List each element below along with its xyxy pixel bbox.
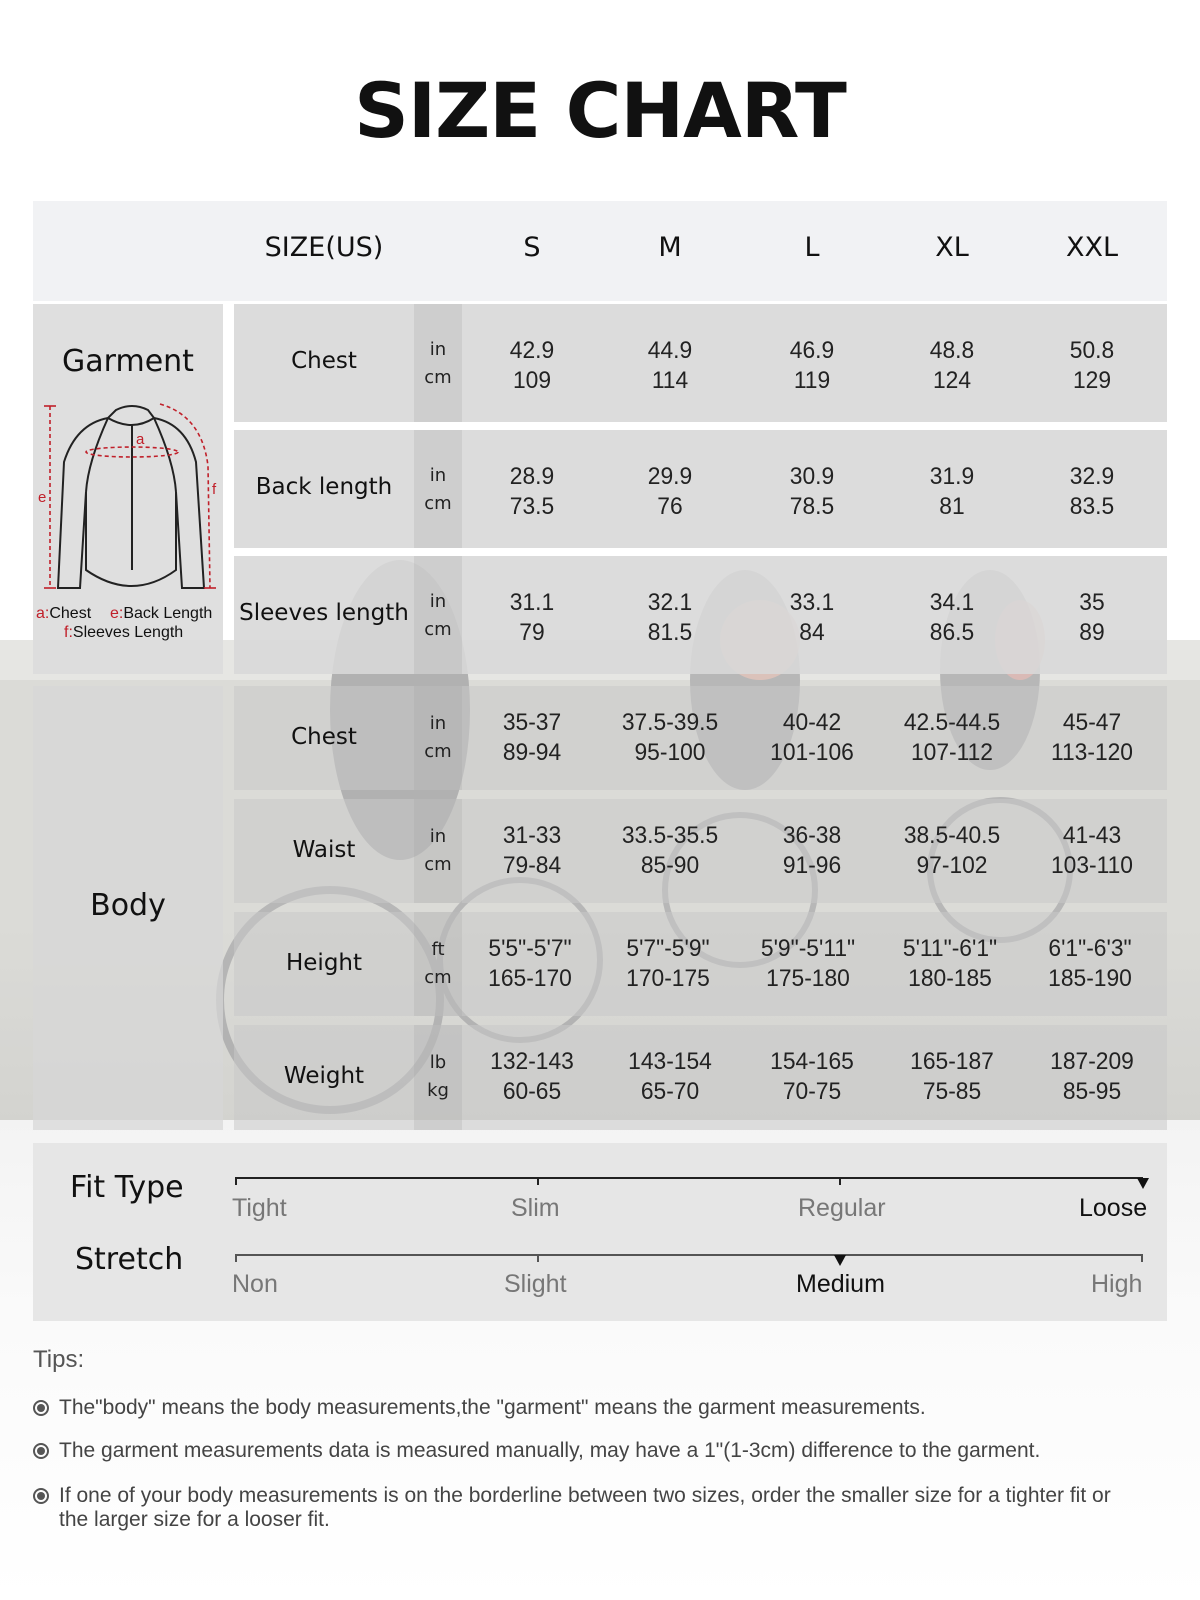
- value-s-secondary: 165-170: [488, 965, 572, 992]
- garment-row-chest: [234, 304, 1167, 422]
- value-s-primary: 5'5"-5'7": [488, 935, 572, 962]
- value-s-secondary: 109: [512, 367, 552, 394]
- value-xxl-secondary: 129: [1072, 367, 1112, 394]
- unit-secondary: kg: [427, 1080, 449, 1101]
- value-s-primary: 132-143: [490, 1048, 574, 1075]
- unit-primary: ft: [431, 939, 445, 960]
- unit-secondary: cm: [424, 967, 452, 988]
- unit-primary: in: [429, 591, 447, 612]
- stretch-label: Stretch: [75, 1242, 184, 1277]
- value-l-primary: 40-42: [782, 709, 842, 736]
- legend-key-e: e:: [110, 605, 124, 622]
- body-row-waist: [234, 799, 1167, 903]
- tip-item: [33, 1439, 1040, 1463]
- stretch-option-high: High: [1091, 1270, 1143, 1298]
- legend-text-chest: Chest: [49, 605, 92, 622]
- body-section-label: Body: [90, 888, 166, 923]
- value-xxl-secondary: 103-110: [1051, 852, 1133, 879]
- body-row-height: [234, 912, 1167, 1016]
- value-xl-secondary: 75-85: [922, 1078, 982, 1105]
- tips-title: Tips:: [33, 1346, 85, 1373]
- value-l-secondary: 84: [799, 619, 825, 646]
- value-xl-secondary: 97-102: [916, 852, 988, 879]
- radio-bullet-icon: [33, 1488, 49, 1504]
- legend-text-back-length: Back Length: [123, 605, 213, 622]
- row-label: Waist: [292, 837, 356, 863]
- unit-secondary: cm: [424, 619, 452, 640]
- value-s-secondary: 73.5: [509, 493, 555, 520]
- fit-option-slim: Slim: [511, 1194, 560, 1222]
- size-header-xxl: XXL: [1065, 232, 1119, 263]
- value-l-primary: 5'9"-5'11": [760, 935, 856, 962]
- value-xxl-primary: 50.8: [1069, 337, 1115, 364]
- fit-tick-slim: [537, 1177, 539, 1185]
- row-label: Height: [285, 950, 363, 976]
- value-l-primary: 30.9: [789, 463, 835, 490]
- size-header-l: L: [804, 232, 820, 263]
- value-xl-secondary: 180-185: [908, 965, 992, 992]
- value-xxl-primary: 41-43: [1062, 822, 1122, 849]
- row-label: Back length: [255, 474, 393, 500]
- value-xxl-secondary: 85-95: [1062, 1078, 1122, 1105]
- stretch-tick-high: [1141, 1254, 1143, 1262]
- value-m-secondary: 95-100: [634, 739, 706, 766]
- value-m-secondary: 65-70: [640, 1078, 700, 1105]
- garment-row-back-length: [234, 430, 1167, 548]
- legend-text-sleeves-length: Sleeves Length: [72, 624, 184, 641]
- unit-primary: in: [429, 826, 447, 847]
- unit-primary: lb: [429, 1052, 447, 1073]
- size-header-s: S: [523, 232, 541, 263]
- fit-type-marker: [1137, 1178, 1149, 1189]
- legend-key-a: a:: [36, 605, 50, 622]
- value-m-primary: 32.1: [647, 589, 693, 616]
- value-m-primary: 37.5-39.5: [621, 709, 719, 736]
- stretch-option-non: Non: [232, 1270, 278, 1298]
- tip-text: If one of your body measurements is on the borderline between two sizes, order the smaller size for a tighter fit or the larger size for a looser fit.: [59, 1484, 1111, 1531]
- value-xl-secondary: 81: [939, 493, 965, 520]
- value-l-primary: 33.1: [789, 589, 835, 616]
- tip-text: The"body" means the body measurements,the "garment" means the garment measurements.: [59, 1396, 926, 1419]
- garment-section-label: Garment: [62, 344, 194, 379]
- value-s-secondary: 79-84: [502, 852, 562, 879]
- row-label: Sleeves length: [239, 600, 409, 626]
- value-s-secondary: 89-94: [502, 739, 562, 766]
- value-xl-primary: 165-187: [910, 1048, 994, 1075]
- value-l-primary: 154-165: [770, 1048, 854, 1075]
- value-m-primary: 5'7"-5'9": [626, 935, 710, 962]
- value-s-secondary: 60-65: [502, 1078, 562, 1105]
- legend-back-length: [110, 605, 212, 623]
- size-header-xl: XL: [935, 232, 969, 263]
- value-l-secondary: 119: [793, 367, 831, 394]
- stretch-marker: [834, 1255, 846, 1266]
- value-l-secondary: 70-75: [782, 1078, 842, 1105]
- legend-key-f: f:: [64, 624, 73, 641]
- unit-secondary: cm: [424, 493, 452, 514]
- value-xl-primary: 42.5-44.5: [903, 709, 1001, 736]
- value-xl-secondary: 124: [932, 367, 972, 394]
- radio-bullet-icon: [33, 1443, 49, 1459]
- value-xl-primary: 48.8: [929, 337, 975, 364]
- value-xxl-primary: 32.9: [1069, 463, 1115, 490]
- unit-primary: in: [429, 713, 447, 734]
- fit-type-scale: [235, 1177, 1143, 1179]
- value-m-secondary: 114: [651, 367, 689, 394]
- unit-secondary: cm: [424, 367, 452, 388]
- value-xl-primary: 34.1: [929, 589, 975, 616]
- value-l-secondary: 91-96: [782, 852, 842, 879]
- value-m-primary: 143-154: [628, 1048, 712, 1075]
- value-xxl-secondary: 89: [1079, 619, 1105, 646]
- fit-type-label: Fit Type: [70, 1170, 184, 1205]
- value-m-secondary: 85-90: [640, 852, 700, 879]
- value-m-primary: 29.9: [647, 463, 693, 490]
- fit-option-regular: Regular: [798, 1194, 886, 1222]
- unit-primary: in: [429, 339, 447, 360]
- value-s-primary: 31.1: [509, 589, 555, 616]
- value-xl-secondary: 107-112: [911, 739, 993, 766]
- garment-row-sleeves-length: [234, 556, 1167, 674]
- row-label: Chest: [291, 348, 357, 374]
- stretch-option-medium: Medium: [796, 1270, 885, 1298]
- fit-option-tight: Tight: [232, 1194, 287, 1222]
- size-us-label: SIZE(US): [264, 232, 384, 263]
- stretch-scale: [235, 1254, 1143, 1256]
- value-xl-primary: 31.9: [929, 463, 975, 490]
- value-xxl-primary: 6'1"-6'3": [1048, 935, 1132, 962]
- value-xl-primary: 5'11"-6'1": [902, 935, 998, 962]
- stretch-option-slight: Slight: [504, 1270, 567, 1298]
- value-s-primary: 28.9: [509, 463, 555, 490]
- tip-item: [33, 1484, 1113, 1532]
- unit-primary: in: [429, 465, 447, 486]
- size-header-m: M: [658, 232, 682, 263]
- legend-sleeves-length: [64, 624, 183, 642]
- fit-option-loose: Loose: [1079, 1194, 1148, 1222]
- fit-tick-regular: [839, 1177, 841, 1185]
- diagram-mark-a: a: [136, 431, 145, 448]
- value-m-primary: 33.5-35.5: [621, 822, 719, 849]
- value-xxl-primary: 45-47: [1062, 709, 1122, 736]
- value-l-secondary: 101-106: [770, 739, 854, 766]
- jersey-diagram-icon: [36, 402, 222, 602]
- fit-stretch-panel: [33, 1143, 1167, 1321]
- row-label: Weight: [283, 1063, 365, 1089]
- diagram-mark-e: e: [38, 489, 47, 506]
- value-m-secondary: 170-175: [626, 965, 710, 992]
- value-l-secondary: 175-180: [766, 965, 850, 992]
- legend-chest: [36, 605, 91, 623]
- tip-item: [33, 1396, 926, 1420]
- value-m-secondary: 81.5: [647, 619, 693, 646]
- value-xl-primary: 38.5-40.5: [903, 822, 1001, 849]
- value-xxl-primary: 187-209: [1050, 1048, 1134, 1075]
- body-row-chest: [234, 686, 1167, 790]
- unit-secondary: cm: [424, 741, 452, 762]
- stretch-tick-slight: [537, 1254, 539, 1262]
- value-xxl-secondary: 185-190: [1048, 965, 1132, 992]
- value-l-primary: 36-38: [782, 822, 842, 849]
- value-s-primary: 31-33: [502, 822, 562, 849]
- value-m-primary: 44.9: [647, 337, 693, 364]
- unit-secondary: cm: [424, 854, 452, 875]
- value-s-primary: 35-37: [502, 709, 562, 736]
- diagram-mark-f: f: [212, 481, 217, 498]
- value-l-primary: 46.9: [789, 337, 835, 364]
- radio-bullet-icon: [33, 1400, 49, 1416]
- value-xxl-secondary: 113-120: [1051, 739, 1133, 766]
- value-m-secondary: 76: [657, 493, 683, 520]
- value-xxl-primary: 35: [1079, 589, 1105, 616]
- body-row-weight: [234, 1025, 1167, 1130]
- value-s-primary: 42.9: [509, 337, 555, 364]
- value-s-secondary: 79: [519, 619, 545, 646]
- row-label: Chest: [291, 724, 357, 750]
- fit-tick-tight: [235, 1177, 237, 1185]
- value-l-secondary: 78.5: [789, 493, 835, 520]
- page-title: SIZE CHART: [354, 66, 846, 155]
- tip-text: The garment measurements data is measured manually, may have a 1"(1-3cm) difference to the garment.: [59, 1439, 1041, 1462]
- stretch-tick-non: [235, 1254, 237, 1262]
- value-xl-secondary: 86.5: [929, 619, 975, 646]
- value-xxl-secondary: 83.5: [1069, 493, 1115, 520]
